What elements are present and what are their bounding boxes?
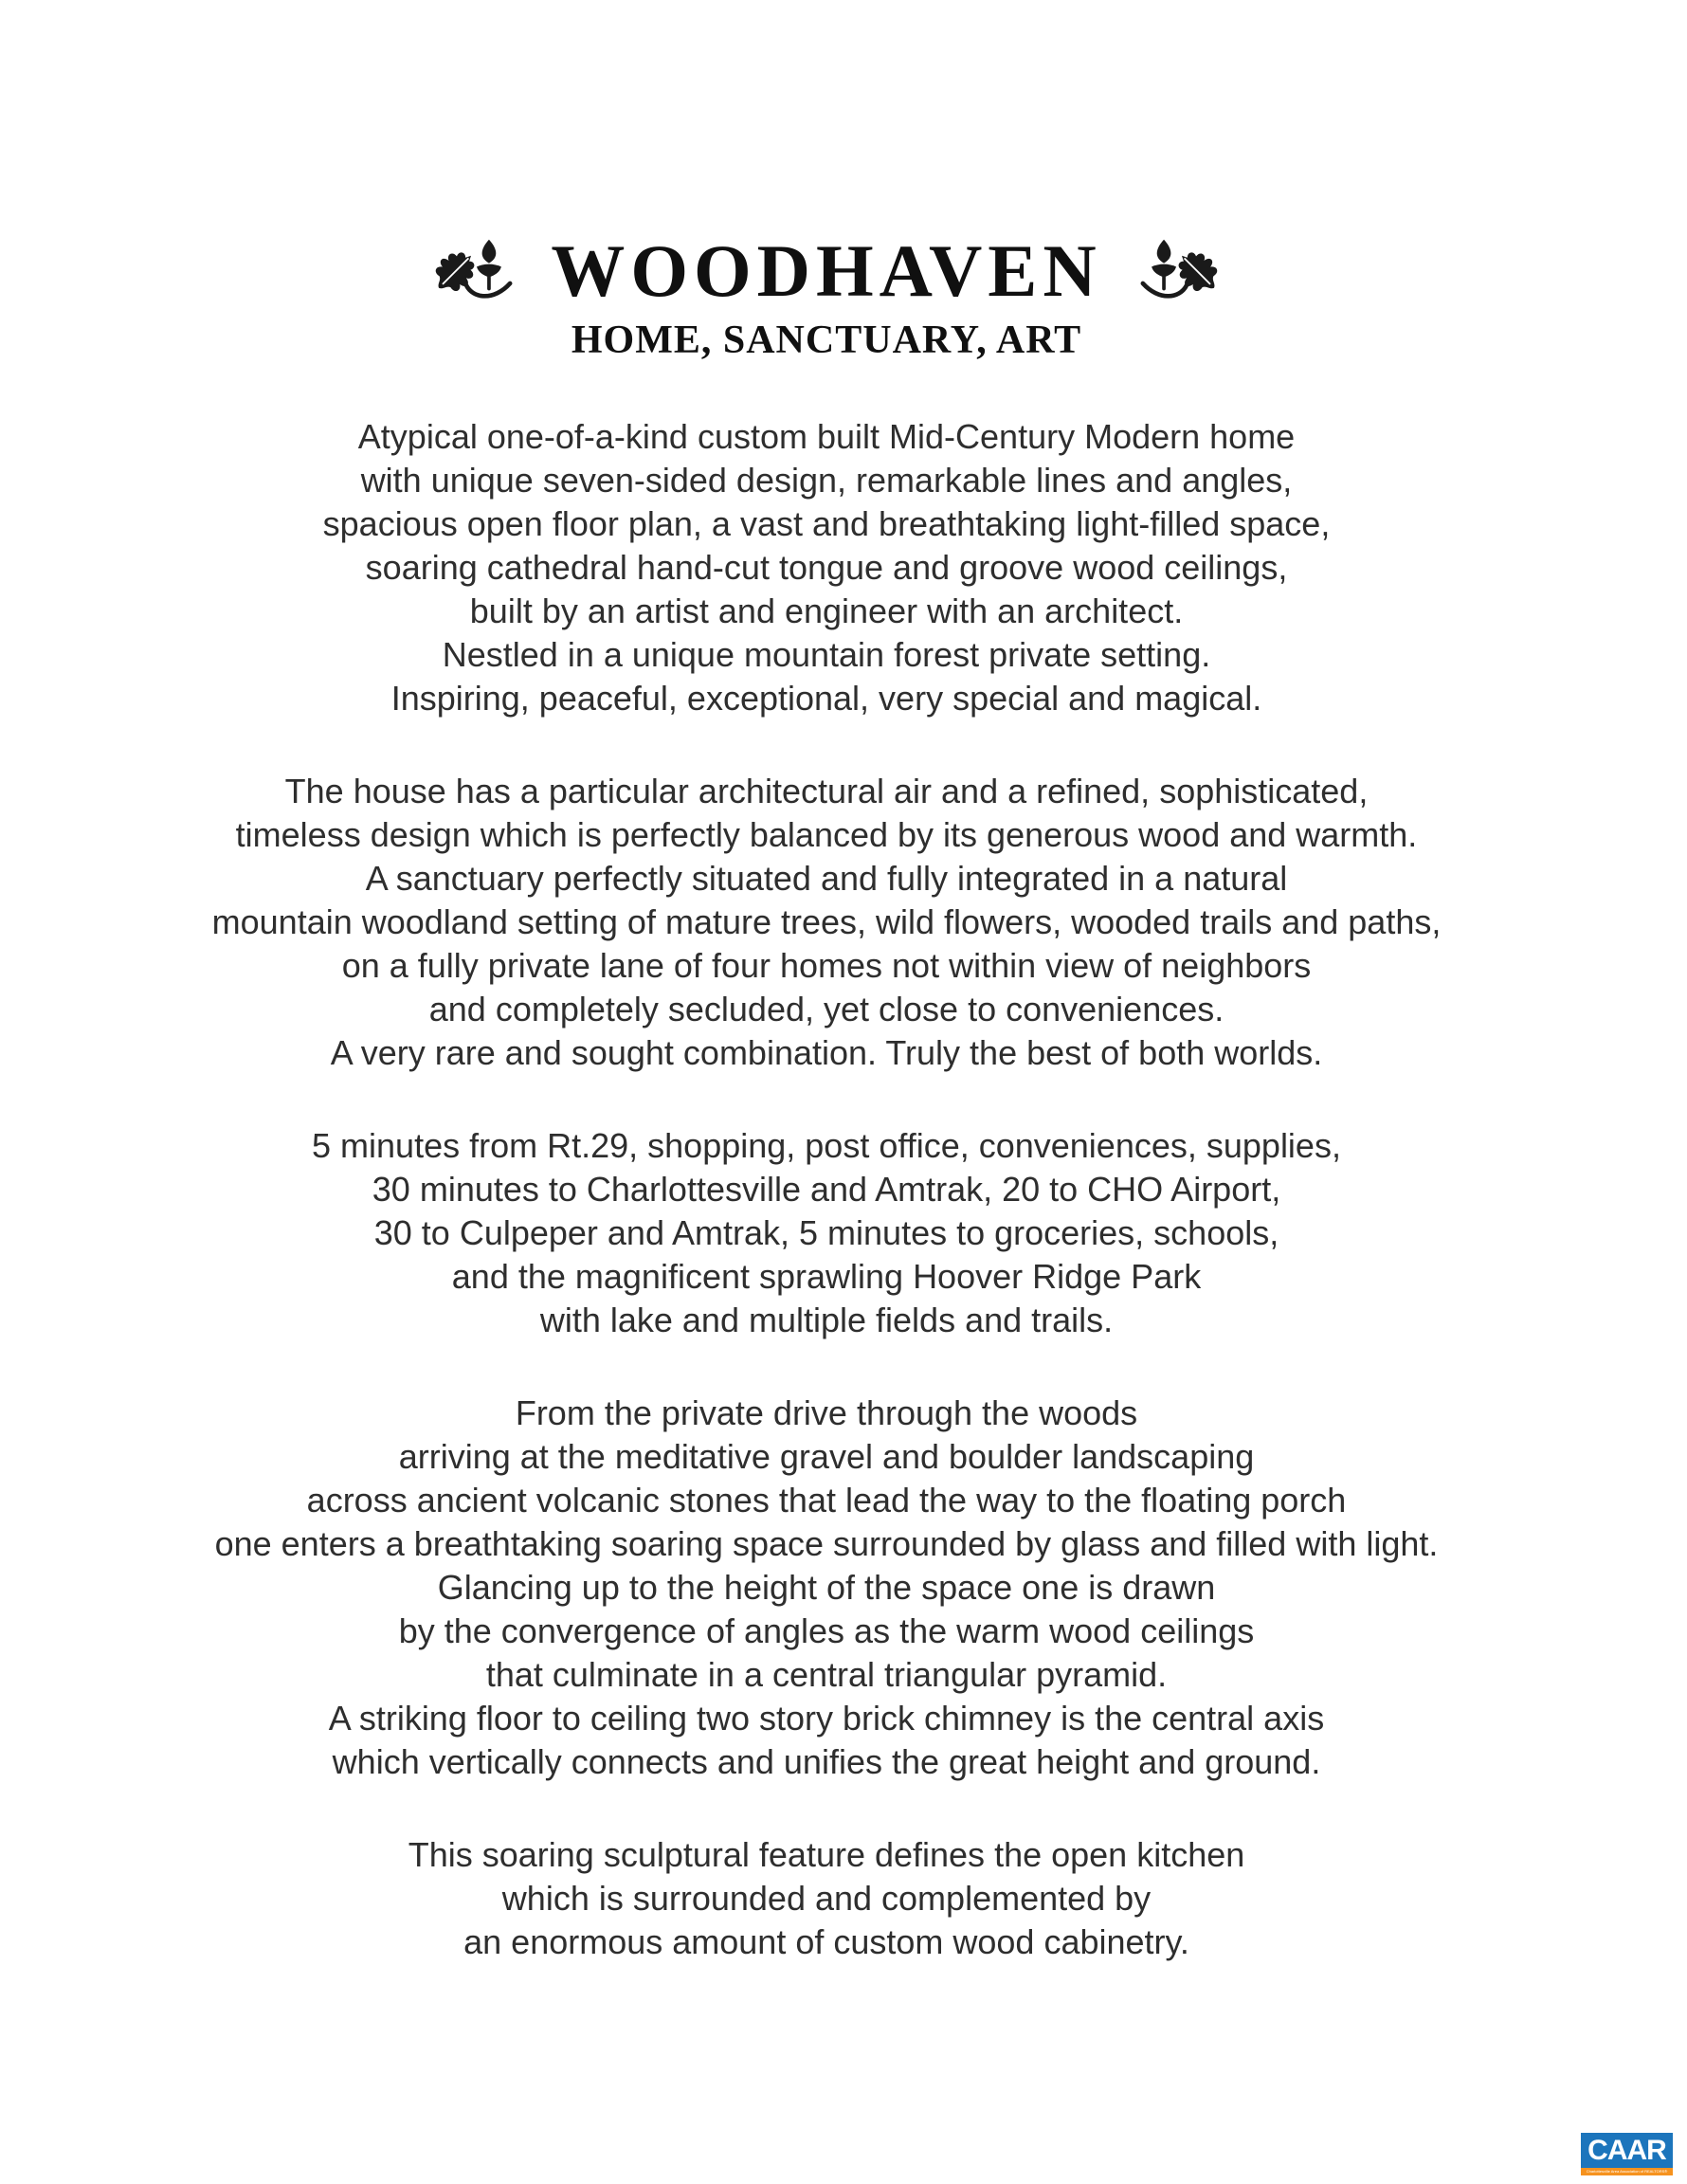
text-line: Glancing up to the height of the space one is drawn [437, 1568, 1216, 1607]
property-subtitle: HOME, SANCTUARY, ART [571, 318, 1082, 362]
text-line: Nestled in a unique mountain forest private setting. [442, 635, 1211, 674]
paragraph [0, 415, 1653, 720]
body-text [0, 415, 1653, 1964]
text-line: that culminate in a central triangular pyramid. [485, 1655, 1168, 1694]
caar-logo-blue-box [1581, 2133, 1673, 2168]
caar-logo-orange-stripe [1581, 2168, 1673, 2175]
text-line: and completely secluded, yet close to conveniences. [428, 990, 1224, 1028]
property-title: WOODHAVEN [551, 229, 1102, 312]
caar-logo-text: CAAR [1587, 2134, 1666, 2166]
text-line: The house has a particular architectural air and a refined, sophisticated, [284, 772, 1369, 810]
header [0, 231, 1653, 364]
paragraph [0, 770, 1653, 1075]
text-line: A sanctuary perfectly situated and fully integrated in a natural [365, 859, 1288, 898]
text-line: A very rare and sought combination. Truly the best of both worlds. [330, 1033, 1323, 1072]
caar-logo [1581, 2133, 1673, 2175]
caar-logo-tagline: Charlottesville Area Association of REALTORS® [1586, 2169, 1668, 2174]
text-line: one enters a breathtaking soaring space surrounded by glass and filled with light. [214, 1524, 1439, 1563]
text-line: with unique seven-sided design, remarkable lines and angles, [360, 461, 1293, 500]
text-line: 30 to Culpeper and Amtrak, 5 minutes to groceries, schools, [373, 1213, 1279, 1252]
oak-leaf-acorn-icon-right [1127, 236, 1225, 306]
paragraph [0, 1392, 1653, 1784]
text-line: which is surrounded and complemented by [501, 1879, 1152, 1918]
text-line: on a fully private lane of four homes not within view of neighbors [341, 946, 1312, 985]
text-line: A striking floor to ceiling two story brick chimney is the central axis [328, 1699, 1325, 1738]
text-line: From the private drive through the woods [515, 1393, 1138, 1432]
text-line: timeless design which is perfectly balanced by its generous wood and warmth. [235, 815, 1418, 854]
text-line: Atypical one-of-a-kind custom built Mid-Century Modern home [357, 417, 1296, 456]
text-line: with lake and multiple fields and trails. [539, 1301, 1114, 1339]
text-line: built by an artist and engineer with an architect. [469, 592, 1184, 630]
text-line: across ancient volcanic stones that lead the way to the floating porch [306, 1481, 1347, 1520]
oak-leaf-acorn-icon-left [427, 236, 526, 306]
paragraph [0, 1833, 1653, 1964]
text-line: an enormous amount of custom wood cabinetry. [463, 1922, 1189, 1961]
text-line: 30 minutes to Charlottesville and Amtrak, 20 to CHO Airport, [372, 1170, 1281, 1209]
text-line: spacious open floor plan, a vast and breathtaking light-filled space, [322, 504, 1331, 543]
text-line: 5 minutes from Rt.29, shopping, post office, conveniences, supplies, [312, 1126, 1341, 1165]
text-line: by the convergence of angles as the warm wood ceilings [398, 1611, 1255, 1650]
text-line: This soaring sculptural feature defines the open kitchen [408, 1835, 1245, 1874]
text-line: arriving at the meditative gravel and boulder landscaping [398, 1437, 1255, 1476]
title-row [0, 231, 1653, 311]
text-line: Inspiring, peaceful, exceptional, very special and magical. [390, 679, 1262, 718]
text-line: which vertically connects and unifies the great height and ground. [332, 1742, 1321, 1781]
text-line: soaring cathedral hand-cut tongue and groove wood ceilings, [365, 548, 1288, 587]
text-line: mountain woodland setting of mature trees, wild flowers, wooded trails and paths, [211, 902, 1442, 941]
paragraph [0, 1124, 1653, 1342]
text-line: and the magnificent sprawling Hoover Ridge Park [451, 1257, 1202, 1296]
